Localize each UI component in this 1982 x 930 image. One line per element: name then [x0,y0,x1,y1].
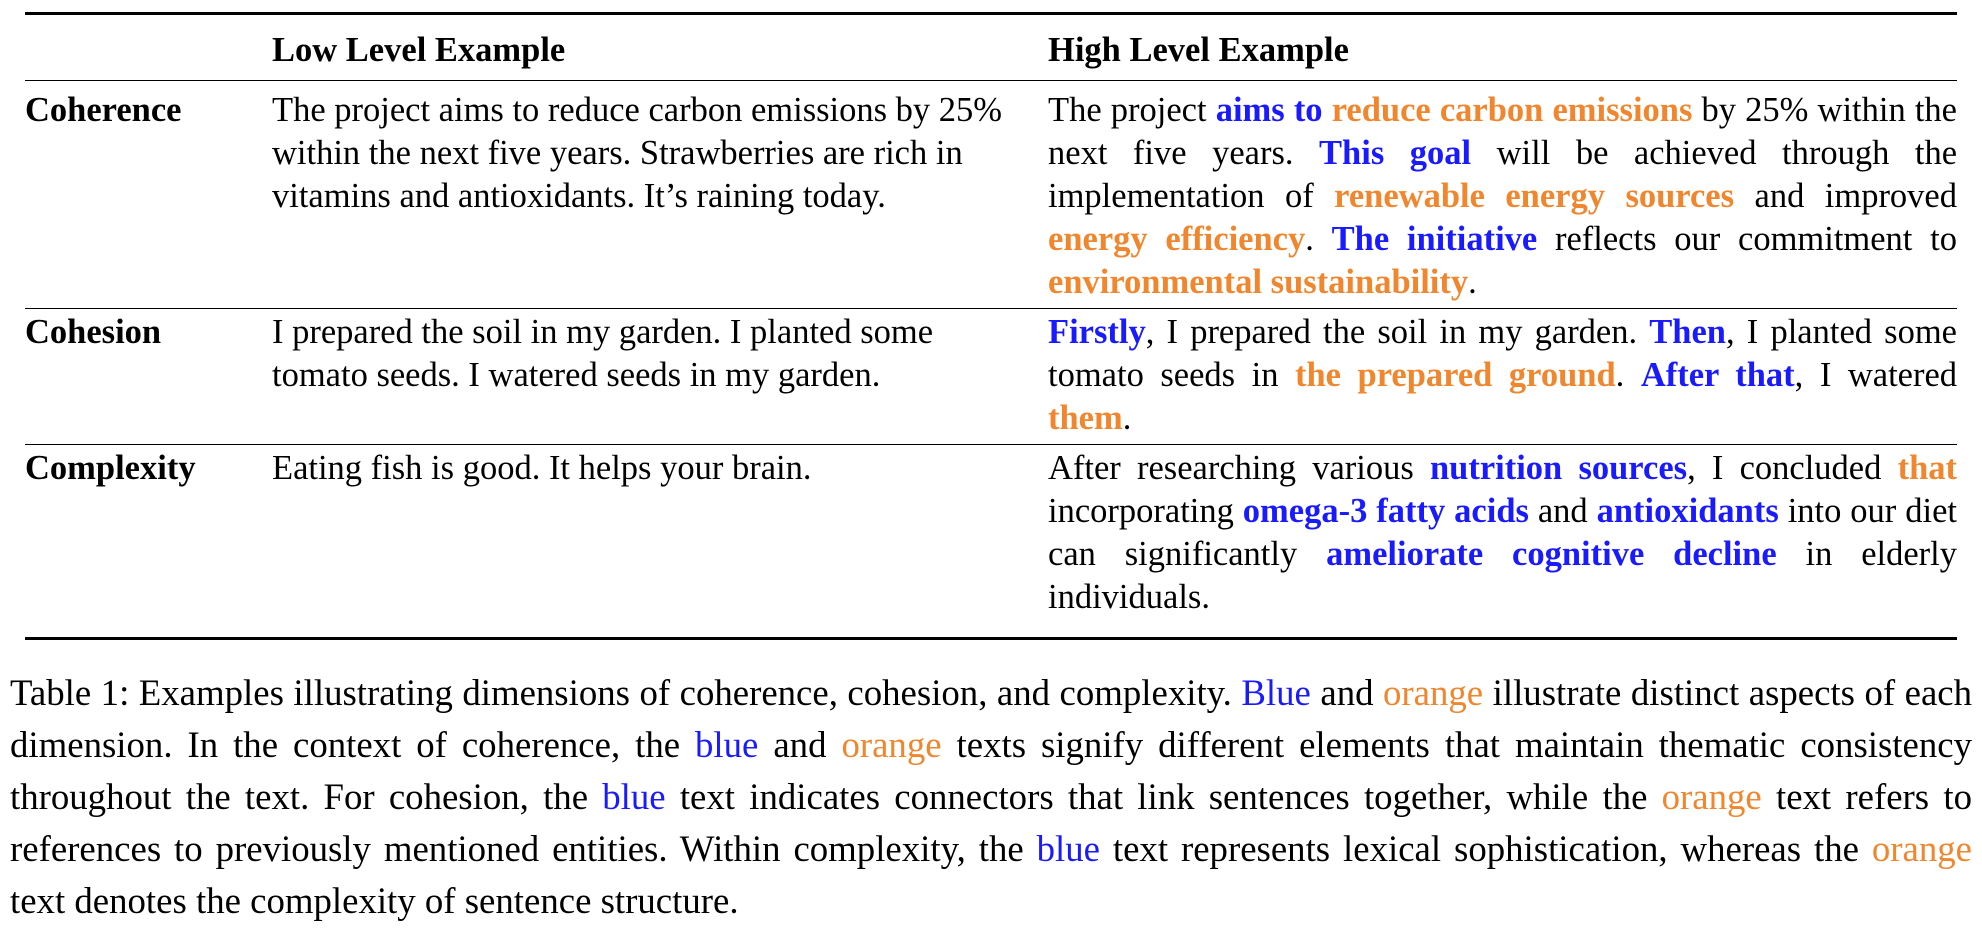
plain-text-segment: reflects our commitment to [1537,220,1957,258]
blue-highlight-text: blue [602,776,666,817]
blue-highlight-text: After that [1640,356,1795,394]
low-level-example: I prepared the soil in my garden. I planted some tomato seeds. I watered seeds in my garden. [272,313,934,394]
orange-highlight-text: them [1048,399,1123,437]
plain-text-segment: in elderly individuals. [1048,535,1958,616]
orange-highlight-text: orange [1383,672,1484,713]
dimension-label: Complexity [25,449,196,487]
orange-highlight-text: the prepared ground [1295,356,1616,394]
plain-text-segment: , I watered [1794,356,1958,394]
blue-highlight-text: nutrition sources [1429,449,1688,487]
examples-table [25,12,1957,640]
blue-highlight-text: Firstly [1048,313,1146,351]
orange-highlight-text: environmental sustainability [1048,263,1469,301]
blue-highlight-text: omega-3 fatty acids [1242,492,1529,530]
blue-highlight-text: This goal [1319,134,1472,172]
plain-text-segment: and [758,724,842,765]
plain-text-segment: After researching various [1048,449,1430,487]
plain-text-segment: , I prepared the soil in my garden. [1145,313,1650,351]
high-level-example [1048,309,1957,445]
blue-highlight-text: aims to [1215,91,1323,129]
plain-text-segment: . [1468,263,1477,301]
plain-text-segment: , I concluded [1687,449,1898,487]
examples-table-container [25,12,1957,640]
high-level-example [1048,445,1957,639]
plain-text-segment: text refers to references to previously mentioned entities. Within complexity, the [10,776,1972,869]
plain-text-segment [1323,91,1332,129]
plain-text-segment: texts signify different elements that maintain thematic consistency throughout the text. For cohesion, the [10,724,1972,817]
table-row-coherence [25,81,1957,309]
plain-text-segment: . [1122,399,1132,437]
blue-highlight-text: antioxidants [1596,492,1779,530]
plain-text-segment: into our diet can significantly [1048,492,1957,573]
dimension-label: Cohesion [25,313,162,351]
orange-highlight-text: energy efficiency [1048,220,1306,258]
orange-highlight-text: reduce carbon emissions [1331,91,1693,129]
low-level-example: Eating fish is good. It helps your brain. [272,449,812,487]
plain-text-segment: text represents lexical sophistication, whereas the [1099,828,1872,869]
blue-highlight-text: The initiative [1331,220,1538,258]
header-high-level: High Level Example [1048,31,1349,69]
plain-text-segment: , I planted some tomato seeds in [1048,313,1957,394]
table-header-row [25,14,1957,81]
orange-highlight-text: orange [1661,776,1762,817]
plain-text-segment: text denotes the complexity of sentence structure. [10,880,739,921]
dimension-label: Coherence [25,91,182,129]
plain-text-segment: . [1305,220,1332,258]
blue-highlight-text: Blue [1241,672,1311,713]
plain-text-segment: incorporating [1048,492,1243,530]
plain-text-segment: text indicates connectors that link sentences together, while the [665,776,1662,817]
header-dimension [25,14,272,81]
plain-text-segment: illustrate distinct aspects of each dimension. In the context of coherence, the [10,672,1973,765]
high-level-example [1048,81,1957,309]
table-row-complexity [25,445,1957,639]
plain-text-segment: by 25% within the next five years. [1048,91,1957,172]
orange-highlight-text: orange [1871,828,1972,869]
plain-text-segment: and [1528,492,1597,530]
plain-text-segment: will be achieved through the implementation of [1048,134,1958,215]
plain-text-segment: Table 1: Examples illustrating dimensions of coherence, cohesion, and complexity. [10,672,1242,713]
plain-text-segment: and improved [1734,177,1957,215]
orange-highlight-text: orange [841,724,942,765]
blue-highlight-text: blue [1036,828,1100,869]
plain-text-segment: . [1615,356,1641,394]
blue-highlight-text: ameliorate cognitive decline [1326,535,1777,573]
orange-highlight-text: renewable energy sources [1334,177,1735,215]
table-caption [10,667,1972,927]
plain-text-segment: and [1310,672,1384,713]
blue-highlight-text: blue [695,724,759,765]
blue-highlight-text: Then [1649,313,1726,351]
plain-text-segment: The project [1048,91,1216,129]
table-row-cohesion [25,309,1957,445]
header-low-level: Low Level Example [272,31,566,69]
low-level-example: The project aims to reduce carbon emissions by 25% within the next five years. Strawberries are rich in vitamins and antioxidants. It’s raining today. [272,91,1003,215]
orange-highlight-text: that [1897,449,1957,487]
